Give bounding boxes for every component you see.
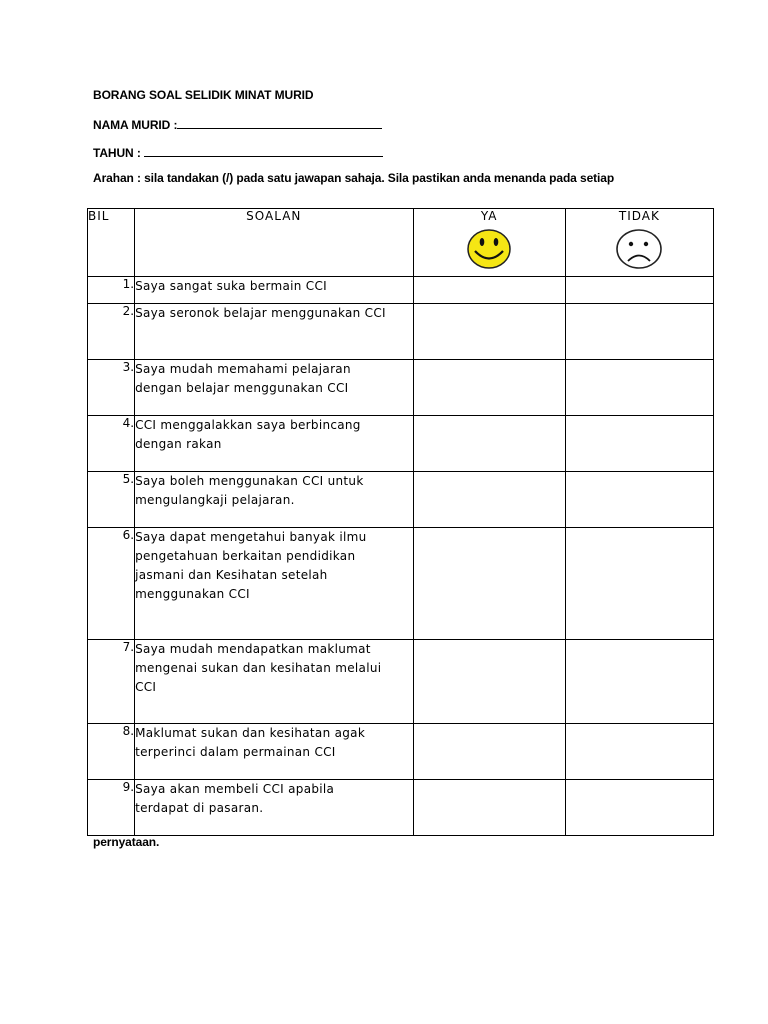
answer-ya-cell[interactable]: [413, 640, 565, 724]
question-text-line: dengan belajar menggunakan CCI: [135, 381, 349, 395]
question-cell: [135, 472, 413, 528]
question-cell: [135, 528, 413, 640]
header-bil: BIL: [88, 209, 135, 277]
row-number: 8.: [88, 724, 135, 780]
row-number: 6.: [88, 528, 135, 640]
answer-tidak-cell[interactable]: [565, 528, 713, 640]
answer-tidak-cell[interactable]: [565, 780, 713, 836]
header-ya-label: YA: [480, 209, 498, 223]
table-header-row: [88, 209, 714, 277]
table-row: [88, 416, 714, 472]
tahun-field[interactable]: [93, 144, 383, 160]
answer-tidak-cell[interactable]: [565, 416, 713, 472]
question-text-line: Saya boleh menggunakan CCI untuk: [135, 474, 364, 488]
nama-murid-label: NAMA MURID :: [93, 118, 178, 132]
question-cell: [135, 277, 413, 304]
row-number: 4.: [88, 416, 135, 472]
question-cell: [135, 640, 413, 724]
table-row: [88, 724, 714, 780]
table-row: [88, 304, 714, 360]
answer-ya-cell[interactable]: [413, 780, 565, 836]
sad-face-icon: [615, 228, 663, 270]
answer-tidak-cell[interactable]: [565, 360, 713, 416]
table-row: [88, 277, 714, 304]
question-cell: [135, 304, 413, 360]
tahun-label: TAHUN :: [93, 146, 144, 160]
question-text-line: jasmani dan Kesihatan setelah: [135, 568, 328, 582]
question-text-line: terperinci dalam permainan CCI: [135, 745, 336, 759]
question-text-line: Saya sangat suka bermain CCI: [135, 279, 327, 293]
question-cell: [135, 416, 413, 472]
question-text-line: Maklumat sukan dan kesihatan agak: [135, 726, 366, 740]
table-row: [88, 780, 714, 836]
answer-ya-cell[interactable]: [413, 724, 565, 780]
question-text-line: terdapat di pasaran.: [135, 801, 264, 815]
question-text-line: CCI: [135, 680, 157, 694]
row-number: 2.: [88, 304, 135, 360]
question-text-line: pengetahuan berkaitan pendidikan: [135, 549, 356, 563]
question-text-line: Saya akan membeli CCI apabila: [135, 782, 335, 796]
row-number: 9.: [88, 780, 135, 836]
header-ya: [413, 209, 565, 277]
answer-tidak-cell[interactable]: [565, 724, 713, 780]
table-row: [88, 360, 714, 416]
question-cell: [135, 360, 413, 416]
nama-murid-blank[interactable]: [177, 116, 382, 129]
row-number: 3.: [88, 360, 135, 416]
question-text-line: Saya dapat mengetahui banyak ilmu: [135, 530, 367, 544]
answer-tidak-cell[interactable]: [565, 304, 713, 360]
table-row: [88, 472, 714, 528]
question-text-line: Saya mudah memahami pelajaran: [135, 362, 351, 376]
answer-ya-cell[interactable]: [413, 416, 565, 472]
question-text-line: Saya seronok belajar menggunakan CCI: [135, 306, 386, 320]
header-soalan: SOALAN: [135, 209, 413, 277]
answer-tidak-cell[interactable]: [565, 472, 713, 528]
answer-tidak-cell[interactable]: [565, 640, 713, 724]
table-row: [88, 640, 714, 724]
question-cell: [135, 724, 413, 780]
row-number: 1.: [88, 277, 135, 304]
question-cell: [135, 780, 413, 836]
question-text-line: mengulangkaji pelajaran.: [135, 493, 295, 507]
question-text-line: dengan rakan: [135, 437, 222, 451]
tahun-blank[interactable]: [144, 144, 383, 157]
table-row: [88, 528, 714, 640]
answer-ya-cell[interactable]: [413, 528, 565, 640]
form-title: BORANG SOAL SELIDIK MINAT MURID: [93, 88, 314, 102]
header-tidak-label: TIDAK: [618, 209, 660, 223]
question-text-line: Saya mudah mendapatkan maklumat: [135, 642, 371, 656]
answer-ya-cell[interactable]: [413, 304, 565, 360]
question-text-line: CCI menggalakkan saya berbincang: [135, 418, 361, 432]
answer-ya-cell[interactable]: [413, 360, 565, 416]
question-text-line: mengenai sukan dan kesihatan melalui: [135, 661, 382, 675]
question-text-line: menggunakan CCI: [135, 587, 250, 601]
answer-tidak-cell[interactable]: [565, 277, 713, 304]
smiley-face-icon: [466, 228, 512, 270]
answer-ya-cell[interactable]: [413, 277, 565, 304]
row-number: 7.: [88, 640, 135, 724]
header-tidak: [565, 209, 713, 277]
answer-ya-cell[interactable]: [413, 472, 565, 528]
survey-table: [87, 208, 714, 836]
row-number: 5.: [88, 472, 135, 528]
arahan-text-end: pernyataan.: [93, 835, 160, 849]
nama-murid-field[interactable]: [93, 116, 382, 132]
arahan-text: Arahan : sila tandakan (/) pada satu jawapan sahaja. Sila pastikan anda menanda pada setiap: [93, 171, 615, 185]
